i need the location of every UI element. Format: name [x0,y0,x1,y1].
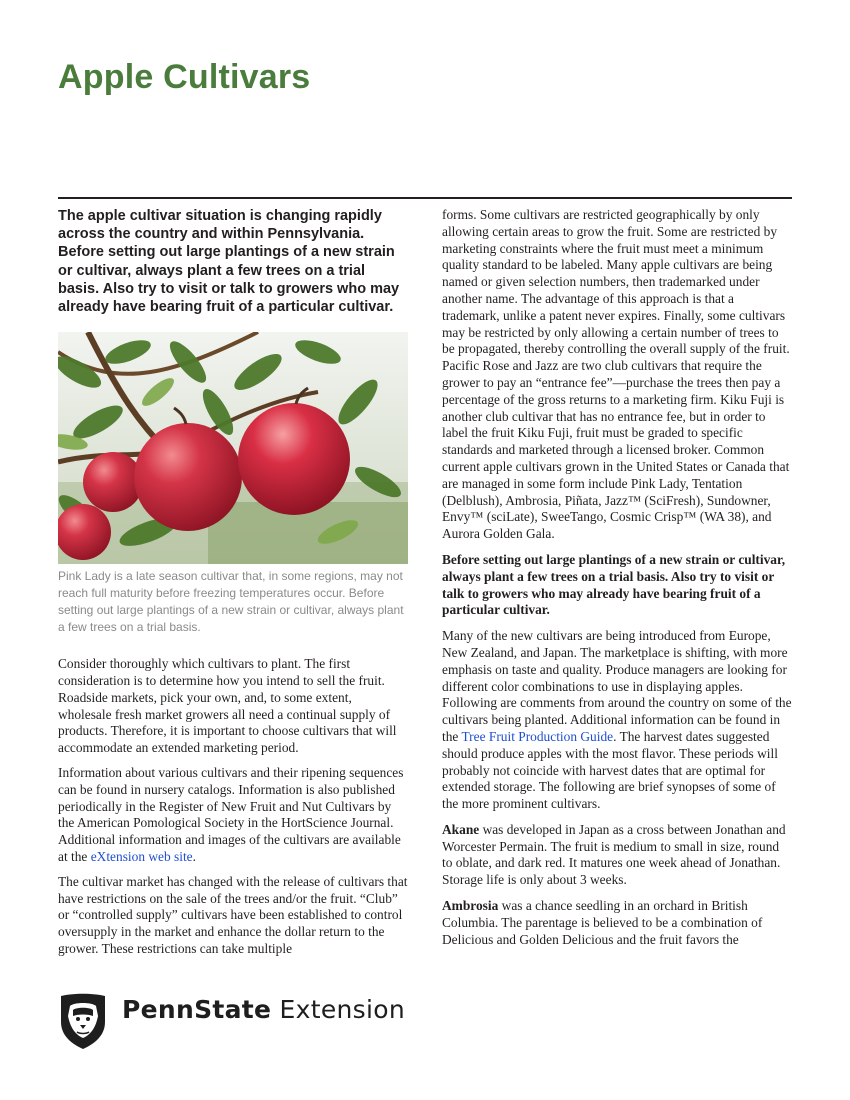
paragraph-information [58,765,408,866]
left-column [58,207,408,966]
paragraph-trial-advice: Before setting out large plantings of a new strain or cultivar, always plant a few trees on a trial basis. Also try to visit or talk to growers who may already have bearing fruit of a particular cultivar. [442,551,786,618]
extension-website-link[interactable]: eXtension web site [90,848,193,864]
paragraph-text: . [192,848,196,864]
paragraph-text: . The harvest dates suggested should produce apples with the most flavor. These periods will probably not coincide with harvest dates that are optimal for extended storage. The following are brief synopses of some of the more prominent cultivars. [442,728,778,812]
apple-tree-photo [58,332,408,564]
logo-text-regular: Extension [271,995,405,1024]
paragraph-marketing: Consider thoroughly which cultivars to plant. The first consideration is to determine how you intend to sell the fruit. Roadside markets, pick your own, and, to some extent, wholesale fresh market growers all need a continual supply of products. Therefore, it is important to choose cultivars that will accommodate an extended marketing period. [58,656,397,756]
title-divider [58,197,792,199]
nittany-lion-shield-icon [58,992,108,1050]
cultivar-name-akane: Akane [442,821,480,837]
paragraph-club-cultivars: The cultivar market has changed with the release of cultivars that have restrictions on the sale of the trees and/or the fruit. “Club” or “controlled supply” cultivars have been established to control oversupply in the market and enhance the dollar return to the grower. These restrictions can take multiple [58,873,408,956]
paragraph-akane [442,822,792,889]
logo-text-bold: PennState [122,995,272,1024]
paragraph-ambrosia [442,898,792,948]
paragraph-text: Many of the new cultivars are being introduced from Europe, New Zealand, and Japan. The marketplace is shifting, with more emphasis on taste and quality. Produce managers are looking for different color combinations to use in displaying apples. Following are comments from around the country on some of the cultivars being planted. Additional information can be found in the [442,628,792,744]
photo-caption: Pink Lady is a late season cultivar that, in some regions, may not reach full maturity before freezing temperatures occur. Before setting out large plantings of a new strain or cultivar, always plant a few trees on a trial basis. [58,569,404,635]
logo-wordmark [122,995,405,1024]
paragraph-new-cultivars [442,628,792,813]
paragraph-text: was developed in Japan as a cross between Jonathan and Worcester Permain. The fruit is medium to small in size, round to oblate, and dark red. It matures one week ahead of Jonathan. Storage life is only about 3 weeks. [442,821,786,888]
intro-summary: The apple cultivar situation is changing rapidly across the country and within Pennsylvania. Before setting out large plantings of a new strain or cultivar, always plant a few trees on a trial basis. Also try to visit or talk to growers who may already have bearing fruit of a particular cultivar. [58,208,400,316]
paragraph-restrictions: forms. Some cultivars are restricted geographically by only allowing certain areas to grow the fruit. Some are restricted by marketing constraints where the fruit must meet a minimum quality standard to be labeled. Many apple cultivars are being named or given selection numbers, then trademarked under another name. The advantage of this approach is that a trademark, unlike a patent never expires. Finally, some cultivars may be restricted by only allowing a certain number of trees to be propagated, thereby controlling the overall supply of the fruit. Pacific Rose and Jazz are two club cultivars that require the grower to pay an “entrance fee”—purchase the trees then pay a percentage of the gross returns to a marketing firm. Kiku Fuji is another club cultivar that has no entrance fee, but in order to label the fruit Kiku Fuji, fruit must be graded to specific standards and marketed through a licensed broker. Common current apple cultivars grown in the United States or Canada that are managed in some form include Pink Lady, Tentation (Delblush), Ambrosia, Piñata, Jazz™ (SciFresh), Sundowner, Envy™ (sciLate), SweeTango, Cosmic Crisp™ (WA 38), and Aurora Golden Gala. [442,207,790,542]
right-column [442,207,792,957]
page-title: Apple Cultivars [58,58,311,96]
paragraph-text: was a chance seedling in an orchard in British Columbia. The parentage is believed to be a combination of Delicious and Golden Delicious and the fruit favors the [442,898,763,947]
pennstate-extension-logo [58,990,405,1050]
cultivar-name-ambrosia: Ambrosia [442,898,499,914]
production-guide-link[interactable]: Tree Fruit Production Guide [461,728,614,744]
paragraph-text: Information about various cultivars and their ripening sequences can be found in nursery catalogs. Information is also published periodically in the Register of New Fruit and Nut Cultivars by the American Pomological Society in the HortScience Journal. Additional information and images of the cultivars are available at the [58,765,404,864]
